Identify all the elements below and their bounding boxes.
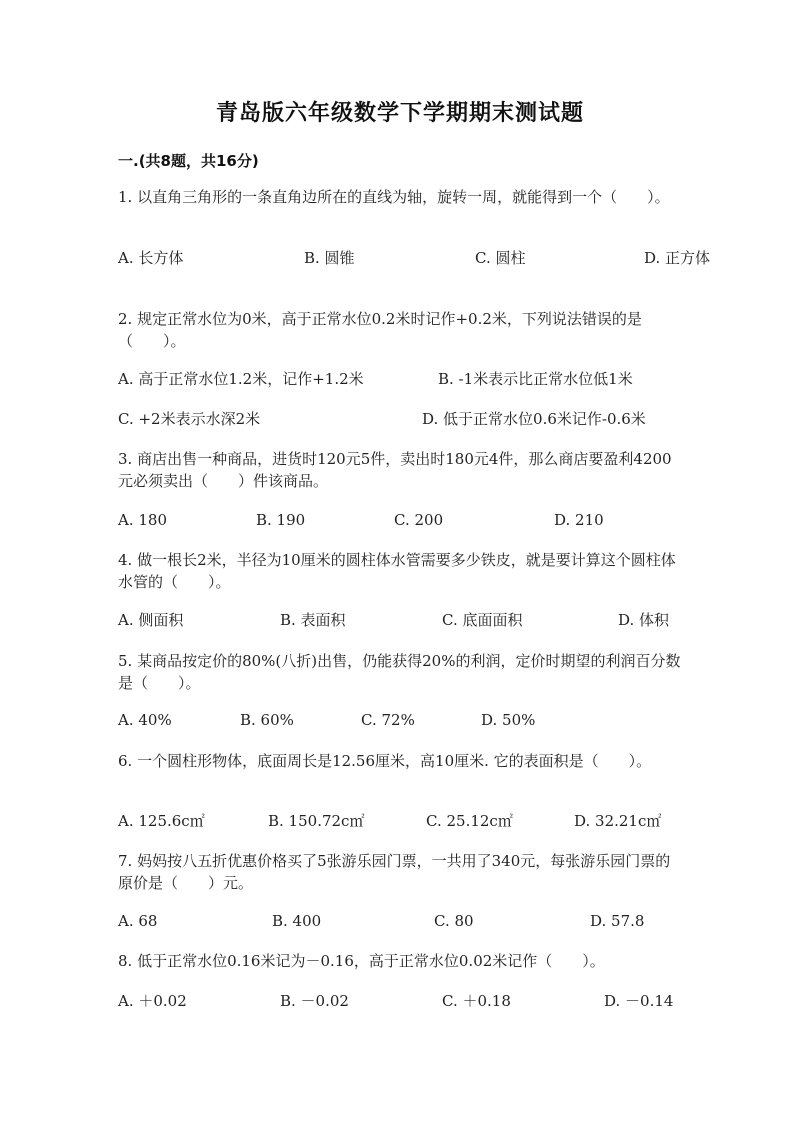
question-5-options [0, 709, 800, 731]
option-c[interactable]: C. ＋0.18 [442, 992, 511, 1010]
question-2-options-row1 [0, 368, 800, 390]
option-b[interactable]: B. 60% [240, 711, 294, 729]
option-d[interactable]: D. 32.21c㎡ [574, 812, 662, 830]
question-3-options [0, 509, 800, 531]
question-6-stem: 6. 一个圆柱形物体，底面周长是12.56厘米，高10厘米. 它的表面积是（ ）。 [118, 752, 652, 770]
question-8-stem: 8. 低于正常水位0.16米记为－0.16，高于正常水位0.02米记作（ ）。 [118, 952, 605, 970]
question-6-options [0, 810, 800, 832]
option-a[interactable]: A. 180 [118, 511, 167, 529]
option-d-text: D. 正方体 [644, 249, 711, 267]
question-2-stem: 2. 规定正常水位为0米，高于正常水位0.2米时记作+0.2米，下列说法错误的是（ ）。 [118, 310, 642, 350]
option-d[interactable]: D. 50% [481, 711, 536, 729]
question-7-stem: 7. 妈妈按八五折优惠价格买了5张游乐园门票，一共用了340元，每张游乐园门票的原价是（ ）元。 [118, 852, 671, 892]
option-c[interactable]: C. 72% [361, 711, 415, 729]
option-c[interactable]: C. +2米表示水深2米 [118, 410, 261, 428]
option-a[interactable]: A. 68 [118, 912, 158, 930]
option-c[interactable]: C. 底面面积 [442, 611, 523, 629]
option-a[interactable]: A. ＋0.02 [118, 992, 187, 1010]
option-b[interactable]: B. 400 [272, 912, 322, 930]
option-a[interactable]: A. 高于正常水位1.2米，记作+1.2米 [118, 370, 364, 388]
option-c[interactable]: C. 80 [434, 912, 474, 930]
option-b[interactable]: B. 150.72c㎡ [268, 812, 365, 830]
option-a[interactable]: A. 40% [118, 711, 172, 729]
option-d[interactable]: D. －0.14 [604, 992, 674, 1010]
option-d[interactable]: D. 低于正常水位0.6米记作-0.6米 [422, 410, 646, 428]
question-1-options [0, 247, 800, 269]
option-b[interactable]: B. 190 [256, 511, 306, 529]
option-c[interactable]: C. 圆柱 [475, 249, 526, 267]
question-5-stem: 5. 某商品按定价的80%(八折)出售，仍能获得20%的利润，定价时期望的利润百分数是（ ）。 [118, 652, 681, 692]
question-4-stem: 4. 做一根长2米，半径为10厘米的圆柱体水管需要多少铁皮，就是要计算这个圆柱体水管的（ ）。 [118, 551, 676, 591]
option-b[interactable]: B. 圆锥 [304, 249, 355, 267]
option-d[interactable]: D. 体积 [618, 611, 670, 629]
option-b[interactable]: B. －0.02 [280, 992, 349, 1010]
option-d[interactable]: D. 210 [554, 511, 604, 529]
option-a[interactable]: A. 长方体 [118, 249, 184, 267]
option-c[interactable]: C. 25.12c㎡ [426, 812, 513, 830]
option-d[interactable]: D. 57.8 [590, 912, 645, 930]
option-b[interactable]: B. -1米表示比正常水位低1米 [438, 370, 633, 388]
question-4-options [0, 609, 800, 631]
option-b[interactable]: B. 表面积 [280, 611, 346, 629]
question-3-stem: 3. 商店出售一种商品，进货时120元5件，卖出时180元4件，那么商店要盈利4200元必须卖出（ ）件该商品。 [118, 450, 672, 490]
page-title: 青岛版六年级数学下学期期末测试题 [215, 101, 584, 126]
section-heading: 一.(共8题，共16分) [118, 152, 259, 170]
option-a[interactable]: A. 侧面积 [118, 611, 184, 629]
option-a[interactable]: A. 125.6c㎡ [118, 812, 205, 830]
question-2-options-row2 [0, 408, 800, 430]
question-1-stem: 1. 以直角三角形的一条直角边所在的直线为轴，旋转一周，就能得到一个（ ）。 [118, 188, 670, 206]
question-7-options [0, 910, 800, 932]
question-8-options [0, 990, 800, 1012]
option-c[interactable]: C. 200 [394, 511, 444, 529]
